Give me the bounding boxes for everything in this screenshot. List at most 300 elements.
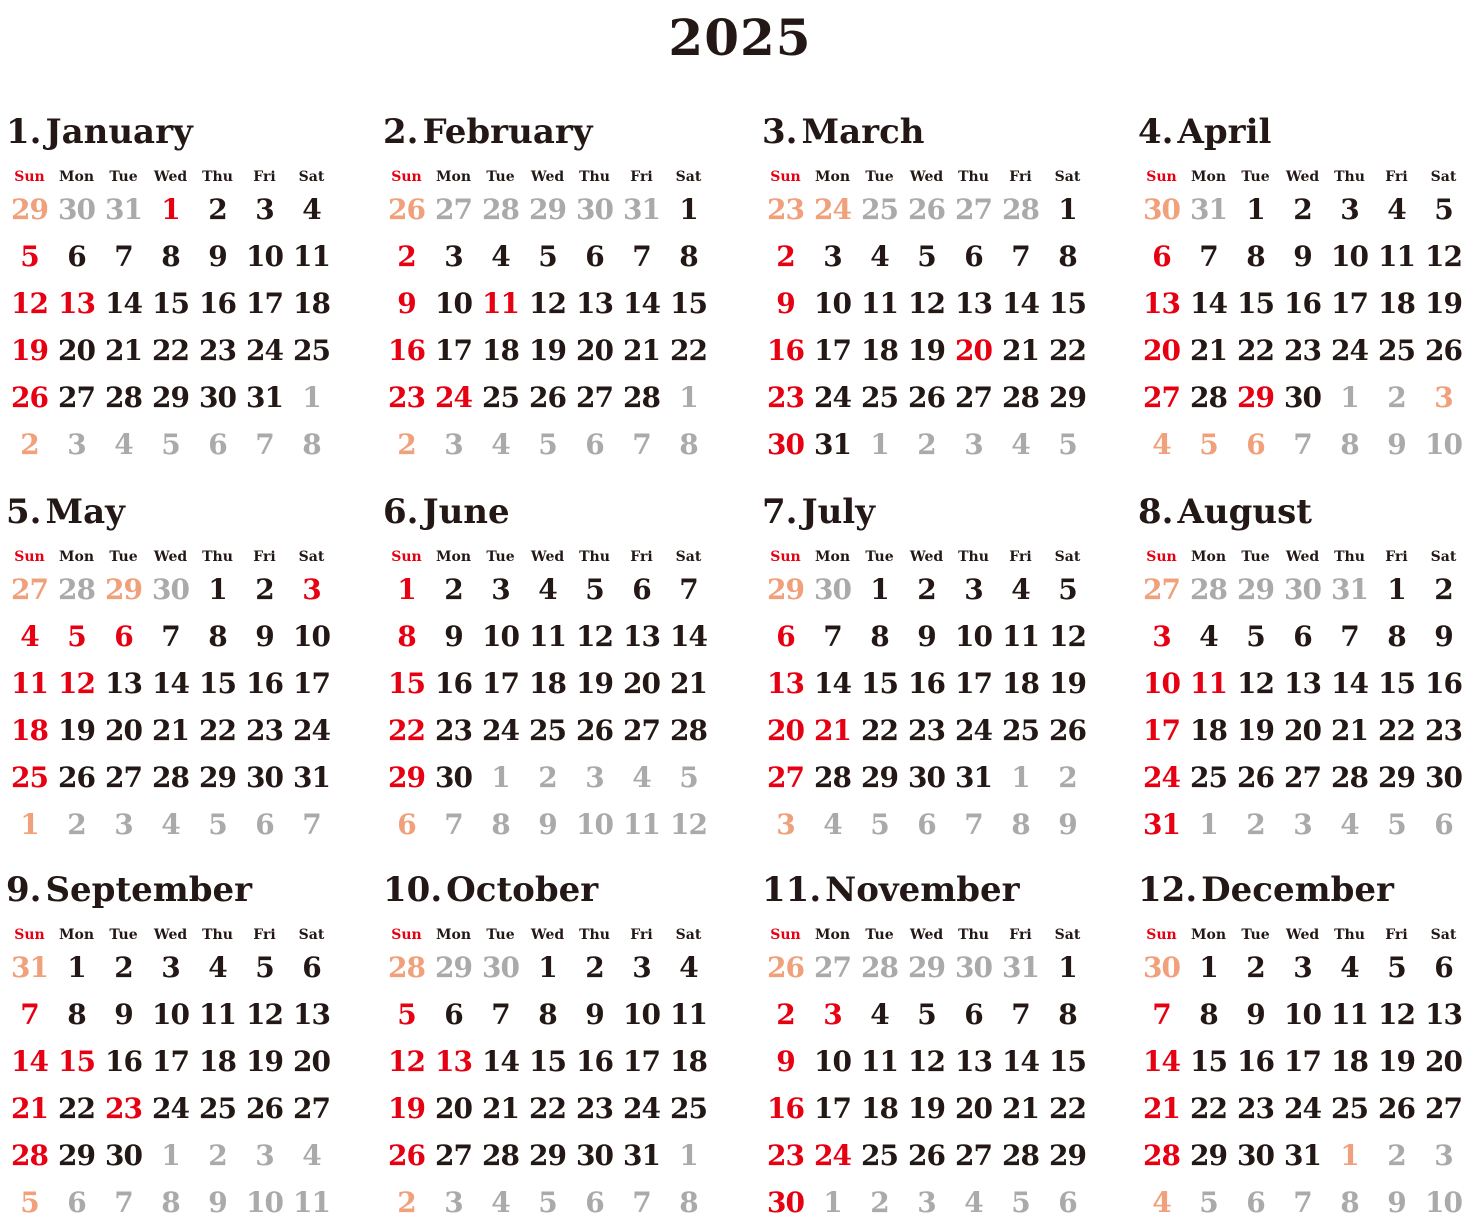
day-cell: 31 (1002, 951, 1039, 984)
day-cell: 9 (538, 808, 557, 841)
month-title (6, 492, 125, 532)
day-cell: 25 (1190, 761, 1227, 794)
month-name: May (45, 492, 125, 532)
day-cell: 9 (1246, 998, 1265, 1031)
day-cell: 24 (293, 714, 330, 747)
weekday-label: Wed (153, 169, 188, 185)
day-cell: 19 (1378, 1045, 1415, 1078)
day-cell: 21 (1331, 714, 1368, 747)
day-cell: 29 (529, 193, 566, 226)
weekday-header (383, 548, 712, 566)
day-cell: 19 (1049, 667, 1086, 700)
day-cell: 12 (11, 287, 48, 320)
day-cell: 5 (538, 428, 557, 461)
month-february (383, 112, 713, 472)
day-cell: 21 (11, 1092, 48, 1125)
day-cell: 29 (11, 193, 48, 226)
day-cell: 23 (1425, 714, 1462, 747)
day-grid (383, 948, 712, 1230)
day-cell: 6 (67, 240, 86, 273)
day-cell: 2 (114, 951, 133, 984)
day-cell: 28 (623, 381, 660, 414)
day-cell: 4 (208, 951, 227, 984)
day-cell: 1 (302, 381, 321, 414)
day-cell: 14 (623, 287, 660, 320)
day-cell: 25 (861, 381, 898, 414)
day-cell: 11 (670, 998, 707, 1031)
day-cell: 12 (670, 808, 707, 841)
day-cell: 3 (964, 573, 983, 606)
day-cell: 25 (11, 761, 48, 794)
day-cell: 10 (435, 287, 472, 320)
day-cell: 22 (152, 334, 189, 367)
day-cell: 30 (199, 381, 236, 414)
day-cell: 25 (1331, 1092, 1368, 1125)
day-cell: 14 (670, 620, 707, 653)
day-cell: 6 (1152, 240, 1171, 273)
weekday-label: Sun (14, 549, 45, 565)
month-title (383, 112, 593, 152)
day-cell: 8 (302, 428, 321, 461)
day-cell: 27 (293, 1092, 330, 1125)
day-cell: 12 (388, 1045, 425, 1078)
weekday-label: Thu (202, 549, 233, 565)
day-cell: 20 (105, 714, 142, 747)
day-cell: 2 (397, 240, 416, 273)
day-cell: 16 (246, 667, 283, 700)
day-cell: 5 (679, 761, 698, 794)
day-cell: 27 (1143, 381, 1180, 414)
day-cell: 27 (1425, 1092, 1462, 1125)
day-cell: 7 (632, 428, 651, 461)
day-cell: 1 (679, 381, 698, 414)
day-cell: 31 (1190, 193, 1227, 226)
day-cell: 7 (161, 620, 180, 653)
day-cell: 23 (908, 714, 945, 747)
day-cell: 27 (955, 381, 992, 414)
weekday-label: Wed (909, 549, 944, 565)
day-cell: 20 (1143, 334, 1180, 367)
day-cell: 1 (823, 1186, 842, 1219)
day-cell: 24 (814, 1139, 851, 1172)
day-cell: 2 (776, 998, 795, 1031)
day-cell: 24 (814, 381, 851, 414)
day-cell: 22 (58, 1092, 95, 1125)
month-number: 2. (383, 112, 419, 152)
day-cell: 23 (199, 334, 236, 367)
day-cell: 4 (1011, 573, 1030, 606)
weekday-label: Wed (153, 927, 188, 943)
weekday-label: Sun (770, 549, 801, 565)
day-cell: 8 (1340, 428, 1359, 461)
day-grid (6, 570, 335, 852)
day-grid (1138, 948, 1467, 1230)
day-cell: 28 (1143, 1139, 1180, 1172)
day-cell: 30 (576, 1139, 613, 1172)
day-cell: 1 (1246, 193, 1265, 226)
day-cell: 18 (670, 1045, 707, 1078)
day-cell: 1 (1387, 573, 1406, 606)
day-cell: 21 (105, 334, 142, 367)
day-cell: 2 (1434, 573, 1453, 606)
day-cell: 7 (1293, 428, 1312, 461)
day-cell: 1 (1340, 1139, 1359, 1172)
day-cell: 12 (1237, 667, 1274, 700)
day-cell: 15 (152, 287, 189, 320)
day-cell: 28 (1002, 381, 1039, 414)
day-cell: 8 (397, 620, 416, 653)
day-cell: 16 (435, 667, 472, 700)
day-cell: 1 (870, 573, 889, 606)
day-cell: 3 (964, 428, 983, 461)
day-cell: 12 (908, 287, 945, 320)
day-cell: 14 (105, 287, 142, 320)
day-cell: 7 (302, 808, 321, 841)
day-cell: 25 (1002, 714, 1039, 747)
day-cell: 3 (776, 808, 795, 841)
weekday-label: Sat (675, 169, 702, 185)
weekday-header (1138, 926, 1467, 944)
weekday-label: Thu (958, 549, 989, 565)
day-cell: 9 (208, 240, 227, 273)
day-cell: 24 (1143, 761, 1180, 794)
day-cell: 24 (623, 1092, 660, 1125)
day-cell: 7 (255, 428, 274, 461)
day-cell: 18 (1002, 667, 1039, 700)
month-title (383, 870, 598, 910)
day-cell: 1 (1199, 951, 1218, 984)
weekday-header (6, 168, 335, 186)
day-cell: 2 (917, 428, 936, 461)
day-cell: 19 (58, 714, 95, 747)
day-cell: 10 (623, 998, 660, 1031)
weekday-label: Sat (298, 927, 325, 943)
day-cell: 4 (1152, 1186, 1171, 1219)
day-cell: 6 (632, 573, 651, 606)
day-cell: 4 (491, 1186, 510, 1219)
day-cell: 11 (199, 998, 236, 1031)
day-grid (762, 948, 1091, 1230)
day-cell: 27 (955, 1139, 992, 1172)
day-cell: 9 (1387, 1186, 1406, 1219)
day-cell: 8 (1246, 240, 1265, 273)
weekday-label: Thu (579, 549, 610, 565)
day-cell: 3 (1152, 620, 1171, 653)
day-cell: 7 (1011, 998, 1030, 1031)
day-cell: 1 (1011, 761, 1030, 794)
day-cell: 7 (1152, 998, 1171, 1031)
day-cell: 26 (767, 951, 804, 984)
day-cell: 6 (585, 240, 604, 273)
day-cell: 10 (1284, 998, 1321, 1031)
day-cell: 16 (199, 287, 236, 320)
day-cell: 5 (917, 998, 936, 1031)
day-cell: 16 (1237, 1045, 1274, 1078)
day-cell: 4 (538, 573, 557, 606)
day-cell: 27 (814, 951, 851, 984)
day-cell: 5 (1434, 193, 1453, 226)
weekday-label: Sat (1430, 169, 1457, 185)
day-cell: 5 (67, 620, 86, 653)
day-cell: 2 (67, 808, 86, 841)
day-cell: 19 (908, 334, 945, 367)
weekday-label: Fri (1009, 169, 1032, 185)
day-cell: 5 (1058, 428, 1077, 461)
day-cell: 26 (1237, 761, 1274, 794)
day-cell: 1 (161, 193, 180, 226)
day-cell: 31 (1331, 573, 1368, 606)
day-cell: 4 (114, 428, 133, 461)
day-cell: 18 (861, 334, 898, 367)
day-cell: 29 (861, 761, 898, 794)
day-cell: 31 (293, 761, 330, 794)
day-cell: 24 (152, 1092, 189, 1125)
day-cell: 12 (1425, 240, 1462, 273)
weekday-header (762, 926, 1091, 944)
month-november (762, 870, 1092, 1230)
day-cell: 4 (491, 428, 510, 461)
day-cell: 20 (435, 1092, 472, 1125)
day-cell: 30 (1425, 761, 1462, 794)
day-cell: 28 (814, 761, 851, 794)
day-cell: 5 (1058, 573, 1077, 606)
day-cell: 15 (388, 667, 425, 700)
day-cell: 30 (576, 193, 613, 226)
day-cell: 15 (1190, 1045, 1227, 1078)
day-cell: 15 (1049, 287, 1086, 320)
month-july (762, 492, 1092, 852)
weekday-label: Fri (630, 169, 653, 185)
day-cell: 24 (1331, 334, 1368, 367)
day-cell: 4 (1011, 428, 1030, 461)
day-cell: 6 (67, 1186, 86, 1219)
day-cell: 28 (105, 381, 142, 414)
day-cell: 29 (1190, 1139, 1227, 1172)
day-cell: 11 (1331, 998, 1368, 1031)
day-cell: 18 (1378, 287, 1415, 320)
weekday-label: Fri (630, 927, 653, 943)
day-cell: 18 (861, 1092, 898, 1125)
weekday-label: Mon (1190, 549, 1226, 565)
day-cell: 3 (917, 1186, 936, 1219)
day-cell: 8 (679, 240, 698, 273)
day-cell: 13 (576, 287, 613, 320)
day-cell: 25 (199, 1092, 236, 1125)
day-cell: 10 (1425, 428, 1462, 461)
day-cell: 31 (246, 381, 283, 414)
day-cell: 19 (246, 1045, 283, 1078)
day-cell: 14 (814, 667, 851, 700)
day-cell: 11 (11, 667, 48, 700)
day-cell: 3 (823, 240, 842, 273)
weekday-label: Sun (1146, 549, 1177, 565)
day-cell: 2 (1246, 951, 1265, 984)
day-cell: 22 (861, 714, 898, 747)
day-grid (6, 948, 335, 1230)
day-cell: 3 (1340, 193, 1359, 226)
day-cell: 11 (529, 620, 566, 653)
day-cell: 9 (585, 998, 604, 1031)
day-cell: 6 (585, 428, 604, 461)
day-cell: 23 (1284, 334, 1321, 367)
day-cell: 5 (1199, 428, 1218, 461)
day-cell: 28 (482, 1139, 519, 1172)
day-cell: 22 (1049, 1092, 1086, 1125)
day-cell: 29 (152, 381, 189, 414)
weekday-label: Sat (1054, 169, 1081, 185)
day-cell: 8 (67, 998, 86, 1031)
weekday-label: Wed (909, 169, 944, 185)
day-cell: 7 (114, 1186, 133, 1219)
day-cell: 29 (767, 573, 804, 606)
day-cell: 26 (908, 381, 945, 414)
day-cell: 29 (908, 951, 945, 984)
day-cell: 3 (255, 1139, 274, 1172)
month-title (762, 112, 925, 152)
month-october (383, 870, 713, 1230)
day-cell: 29 (435, 951, 472, 984)
day-cell: 2 (1387, 381, 1406, 414)
weekday-label: Mon (814, 927, 850, 943)
weekday-label: Sat (1054, 549, 1081, 565)
day-cell: 25 (1378, 334, 1415, 367)
weekday-label: Wed (1285, 549, 1320, 565)
day-cell: 28 (1002, 1139, 1039, 1172)
weekday-label: Tue (109, 927, 138, 943)
day-cell: 1 (491, 761, 510, 794)
month-january (6, 112, 336, 472)
day-cell: 1 (20, 808, 39, 841)
day-cell: 6 (1246, 428, 1265, 461)
day-cell: 7 (1199, 240, 1218, 273)
day-cell: 1 (679, 1139, 698, 1172)
weekday-label: Sat (298, 549, 325, 565)
weekday-label: Tue (865, 927, 894, 943)
day-cell: 5 (870, 808, 889, 841)
weekday-header (6, 548, 335, 566)
day-cell: 17 (955, 667, 992, 700)
day-cell: 7 (823, 620, 842, 653)
month-september (6, 870, 336, 1230)
day-cell: 27 (767, 761, 804, 794)
day-cell: 30 (955, 951, 992, 984)
day-cell: 1 (1058, 193, 1077, 226)
day-cell: 30 (1143, 951, 1180, 984)
day-cell: 17 (152, 1045, 189, 1078)
day-cell: 7 (632, 1186, 651, 1219)
day-cell: 2 (1293, 193, 1312, 226)
day-cell: 7 (964, 808, 983, 841)
weekday-header (383, 926, 712, 944)
day-cell: 20 (58, 334, 95, 367)
weekday-label: Tue (109, 169, 138, 185)
day-cell: 8 (1199, 998, 1218, 1031)
day-cell: 9 (917, 620, 936, 653)
day-cell: 3 (444, 1186, 463, 1219)
day-cell: 8 (1011, 808, 1030, 841)
day-grid (1138, 190, 1467, 472)
weekday-label: Sun (1146, 927, 1177, 943)
day-grid (762, 190, 1091, 472)
weekday-label: Mon (58, 169, 94, 185)
day-cell: 17 (482, 667, 519, 700)
day-cell: 29 (388, 761, 425, 794)
day-cell: 19 (11, 334, 48, 367)
day-cell: 5 (1387, 808, 1406, 841)
day-cell: 29 (529, 1139, 566, 1172)
day-cell: 8 (208, 620, 227, 653)
day-cell: 21 (1190, 334, 1227, 367)
day-cell: 20 (767, 714, 804, 747)
month-number: 6. (383, 492, 419, 532)
day-cell: 17 (1331, 287, 1368, 320)
day-cell: 17 (814, 1092, 851, 1125)
day-cell: 14 (1143, 1045, 1180, 1078)
month-august (1138, 492, 1468, 852)
day-cell: 26 (11, 381, 48, 414)
day-cell: 13 (1284, 667, 1321, 700)
day-cell: 6 (1434, 808, 1453, 841)
day-cell: 5 (917, 240, 936, 273)
day-cell: 25 (293, 334, 330, 367)
weekday-label: Mon (435, 169, 471, 185)
day-cell: 5 (1011, 1186, 1030, 1219)
month-name: October (446, 870, 599, 910)
day-cell: 6 (964, 240, 983, 273)
day-cell: 2 (208, 193, 227, 226)
month-number: 12. (1138, 870, 1198, 910)
day-grid (1138, 570, 1467, 852)
day-cell: 13 (58, 287, 95, 320)
day-cell: 28 (388, 951, 425, 984)
day-cell: 16 (767, 334, 804, 367)
day-cell: 13 (767, 667, 804, 700)
day-cell: 30 (767, 428, 804, 461)
day-cell: 3 (632, 951, 651, 984)
day-cell: 3 (161, 951, 180, 984)
day-cell: 31 (814, 428, 851, 461)
weekday-label: Tue (486, 927, 515, 943)
day-cell: 26 (1378, 1092, 1415, 1125)
weekday-label: Mon (814, 549, 850, 565)
day-cell: 2 (1058, 761, 1077, 794)
day-cell: 23 (105, 1092, 142, 1125)
day-cell: 15 (58, 1045, 95, 1078)
day-cell: 29 (199, 761, 236, 794)
day-cell: 6 (964, 998, 983, 1031)
day-cell: 6 (444, 998, 463, 1031)
day-cell: 13 (623, 620, 660, 653)
day-cell: 3 (1293, 951, 1312, 984)
day-cell: 18 (199, 1045, 236, 1078)
day-cell: 10 (1331, 240, 1368, 273)
day-cell: 31 (623, 193, 660, 226)
day-cell: 10 (482, 620, 519, 653)
day-cell: 28 (482, 193, 519, 226)
day-cell: 7 (114, 240, 133, 273)
day-cell: 28 (670, 714, 707, 747)
year-title: 2025 (668, 8, 812, 67)
day-cell: 29 (1049, 381, 1086, 414)
day-cell: 4 (964, 1186, 983, 1219)
day-cell: 16 (388, 334, 425, 367)
day-cell: 25 (482, 381, 519, 414)
day-cell: 20 (623, 667, 660, 700)
month-name: February (422, 112, 593, 152)
day-cell: 2 (870, 1186, 889, 1219)
day-cell: 22 (529, 1092, 566, 1125)
day-cell: 15 (861, 667, 898, 700)
